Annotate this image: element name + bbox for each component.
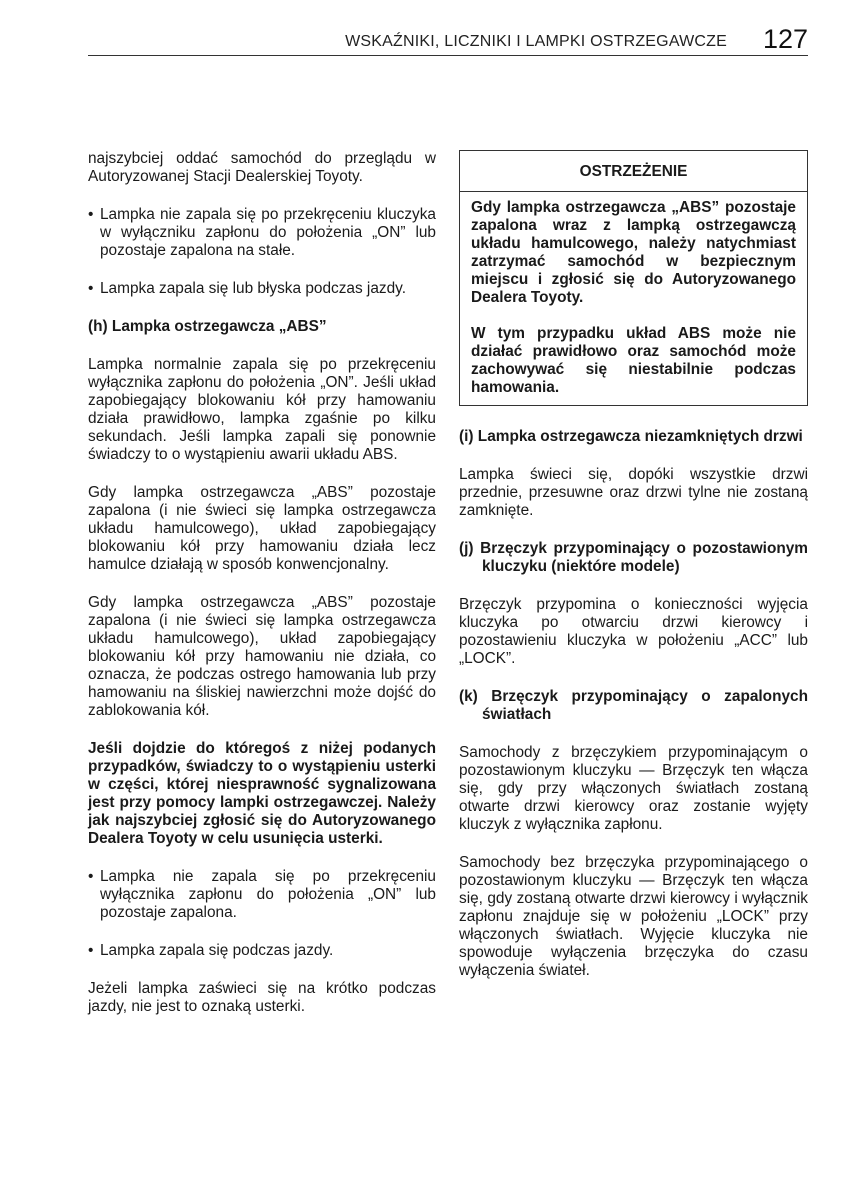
paragraph: Jeżeli lampka zaświeci się na krótko podczas jazdy, nie jest to oznaką usterki. bbox=[88, 980, 436, 1015]
warning-body bbox=[463, 192, 804, 397]
paragraph-continuation: najszybciej oddać samochód do przeglądu w Autoryzowanej Stacji Dealerskiej Toyoty. bbox=[88, 150, 436, 185]
bullet-item: • Lampka zapala się podczas jazdy. bbox=[88, 942, 436, 960]
warning-paragraph: W tym przypadku układ ABS może nie działać prawidłowo oraz samochód może zachowywać się niestabilnie podczas hamowania. bbox=[471, 325, 796, 396]
paragraph: Lampka normalnie zapala się po przekręceniu wyłącznika zapłonu do położenia „ON”. Jeśli układ zapobiegający blokowaniu kół przy hamowaniu działa prawidłowo, lampka zgaśnie po kilku sekundach. Jeśli lampka zapali się ponownie świadczy to o wystąpieniu awarii układu ABS. bbox=[88, 356, 436, 463]
page-header bbox=[0, 0, 845, 60]
warning-box bbox=[459, 150, 808, 406]
header-divider bbox=[88, 55, 808, 56]
warning-title: OSTRZEŻENIE bbox=[460, 154, 807, 192]
paragraph: Samochody bez brzęczyka przypominającego o pozostawionym kluczyku — Brzęczyk ten włącza się, gdy zostaną otwarte drzwi kierowcy i wyłącznik zapłonu znajduje się w położeniu „LOCK” przy włączonych światłach. Wyjęcie kluczyka nie spowoduje wyłączenia brzęczyka do czasu wyłączenia świateł. bbox=[459, 854, 808, 979]
paragraph: Samochody z brzęczykiem przypominającym o pozostawionym kluczyku — Brzęczyk ten włącza się, gdy przy włączonych światłach zostaną otwarte drzwi kierowcy oraz zostanie wyjęty kluczyk z wyłącznika zapłonu. bbox=[459, 744, 808, 833]
paragraph: Gdy lampka ostrzegawcza „ABS” pozostaje zapalona (i nie świeci się lampka ostrzegawcza układu hamulcowego), układ zapobiegający blokowaniu kół przy hamowaniu działa lecz hamulce działają w sposób konwencjonalny. bbox=[88, 484, 436, 573]
right-column bbox=[459, 150, 808, 1000]
bullet-item: • Lampka nie zapala się po przekręceniu wyłącznika zapłonu do położenia „ON” lub pozostaje zapalona. bbox=[88, 868, 436, 922]
section-heading-i: (i) Lampka ostrzegawcza niezamkniętych drzwi bbox=[459, 428, 803, 445]
bullet-item: • Lampka nie zapala się po przekręceniu kluczyka w wyłączniku zapłonu do położenia „ON” lub pozostaje zapalona na stałe. bbox=[88, 206, 436, 260]
section-heading-k: (k) Brzęczyk przypominający o zapalonych światłach bbox=[459, 688, 808, 723]
bullet-item: • Lampka zapala się lub błyska podczas jazdy. bbox=[88, 280, 436, 298]
running-header-title: WSKAŹNIKI, LICZNIKI I LAMPKI OSTRZEGAWCZE bbox=[345, 33, 727, 50]
warning-paragraph: Gdy lampka ostrzegawcza „ABS” pozostaje zapalona wraz z lampką ostrzegawczą układu hamulcowego, należy natychmiast zatrzymać samochód w bezpiecznym miejscu i zgłosić się do Autoryzowanego Dealera Toyoty. bbox=[471, 199, 796, 306]
section-heading-j: (j) Brzęczyk przypominający o pozostawionym kluczyku (niektóre modele) bbox=[459, 540, 808, 575]
paragraph: Brzęczyk przypomina o konieczności wyjęcia kluczyka po otwarciu drzwi kierowcy i pozostawieniu kluczyka w położeniu „ACC” lub „LOCK”. bbox=[459, 596, 808, 667]
left-column bbox=[88, 150, 436, 1036]
paragraph: Gdy lampka ostrzegawcza „ABS” pozostaje zapalona (i nie świeci się lampka ostrzegawcza układu hamulcowego), układ zapobiegający blokowaniu kół przy hamowaniu nie działa, co oznacza, że podczas ostrego hamowania lub przy hamowaniu na śliskiej nawierzchni może dojść do zablokowania kół. bbox=[88, 594, 436, 719]
bold-paragraph: Jeśli dojdzie do któregoś z niżej podanych przypadków, świadczy to o wystąpieniu usterki w części, której niesprawność sygnalizowana jest przy pomocy lampki ostrzegawczej. Należy jak najszybciej zgłosić się do Autoryzowanego Dealera Toyoty w celu usunięcia usterki. bbox=[88, 740, 436, 847]
page-number: 127 bbox=[762, 24, 808, 54]
section-heading-h: (h) Lampka ostrzegawcza „ABS” bbox=[88, 318, 327, 335]
paragraph: Lampka świeci się, dopóki wszystkie drzwi przednie, przesuwne oraz drzwi tylne nie zostaną zamknięte. bbox=[459, 466, 808, 519]
